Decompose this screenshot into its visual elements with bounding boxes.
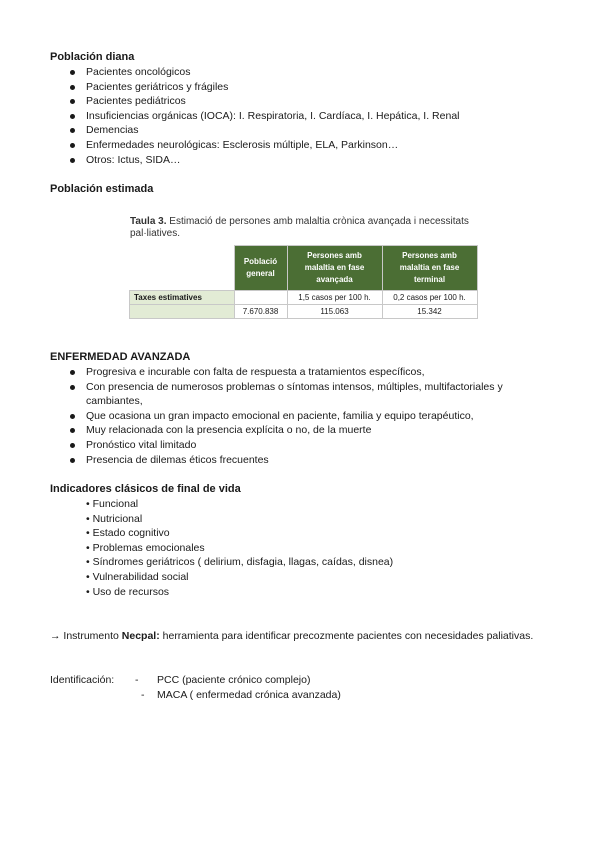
table-caption [130,216,490,240]
list-item: Progresiva e incurable con falta de respuesta a tratamientos específicos, [50,365,550,380]
table-row-label [130,305,235,319]
list-item: • Síndromes geriátricos ( delirium, disfagia, llagas, caídas, disnea) [86,556,394,569]
list-item: Pacientes pediátricos [50,94,550,109]
identificacion-label: Identificación: [50,674,115,686]
necpal-arrow: → Instrumento [50,630,122,642]
list-item: • Nutricional [86,512,143,525]
table-cell: 0,2 casos per 100 h. [382,291,477,305]
table-header: Població general [234,246,287,291]
indicadores-heading: Indicadores clásicos de final de vida [50,483,241,495]
table-row [130,305,478,319]
list-item: Pronóstico vital limitado [50,438,550,453]
enfermedad-avanzada-heading: ENFERMEDAD AVANZADA [50,351,191,363]
table-cell [234,291,287,305]
table-caption-text: Estimació de persones amb malaltia crònica avançada i necessitats pal·liatives. [130,216,469,239]
indicadores-list [86,497,393,599]
table-row [130,291,478,305]
list-item: Insuficiencias orgánicas (IOCA): I. Respiratoria, I. Cardíaca, I. Hepática, I. Renal [50,109,550,124]
necpal-description: herramienta para identificar precozmente pacientes con necesidades paliativas. [159,630,534,642]
table-cell: 7.670.838 [234,305,287,319]
table-caption-number: Taula 3. [130,216,167,227]
necpal-term: Necpal: [121,630,160,642]
necpal-paragraph [50,629,550,644]
table-row-label: Taxes estimatives [130,291,235,305]
table-header: Persones amb malaltia en fase avançada [287,246,382,291]
list-item: • Estado cognitivo [86,527,170,540]
poblacion-estimada-heading: Población estimada [50,183,154,195]
identificacion-item: PCC (paciente crónico complejo) [157,674,311,686]
identificacion-item: MACA ( enfermedad crónica avanzada) [157,688,341,701]
list-item: Pacientes oncológicos [50,65,550,80]
poblacion-diana-heading: Población diana [50,51,135,63]
list-item: Pacientes geriátricos y frágiles [50,80,550,95]
table-cell: 115.063 [287,305,382,319]
dash: - [141,688,145,701]
dash: - [135,674,139,686]
table-cell: 1,5 casos per 100 h. [287,291,382,305]
estimation-table [129,245,478,319]
list-item: • Uso de recursos [86,585,170,598]
list-item: Que ocasiona un gran impacto emocional en paciente, familia y equipo terapéutico, [50,409,550,424]
table-cell: 15.342 [382,305,477,319]
list-item: Con presencia de numerosos problemas o síntomas intensos, múltiples, multifactoriales y cambiantes, [50,380,550,409]
list-item: • Funcional [86,498,139,510]
poblacion-diana-list [50,65,550,167]
list-item: • Problemas emocionales [86,541,205,554]
list-item: Demencias [50,123,550,138]
list-item: Enfermedades neurológicas: Esclerosis múltiple, ELA, Parkinson… [50,138,550,153]
table-header: Persones amb malaltia en fase terminal [382,246,477,291]
list-item: • Vulnerabilidad social [86,570,189,583]
list-item: Otros: Ictus, SIDA… [50,153,550,168]
list-item: Presencia de dilemas éticos frecuentes [50,453,550,468]
enfermedad-avanzada-list [50,365,550,467]
list-item: Muy relacionada con la presencia explícita o no, de la muerte [50,423,550,438]
